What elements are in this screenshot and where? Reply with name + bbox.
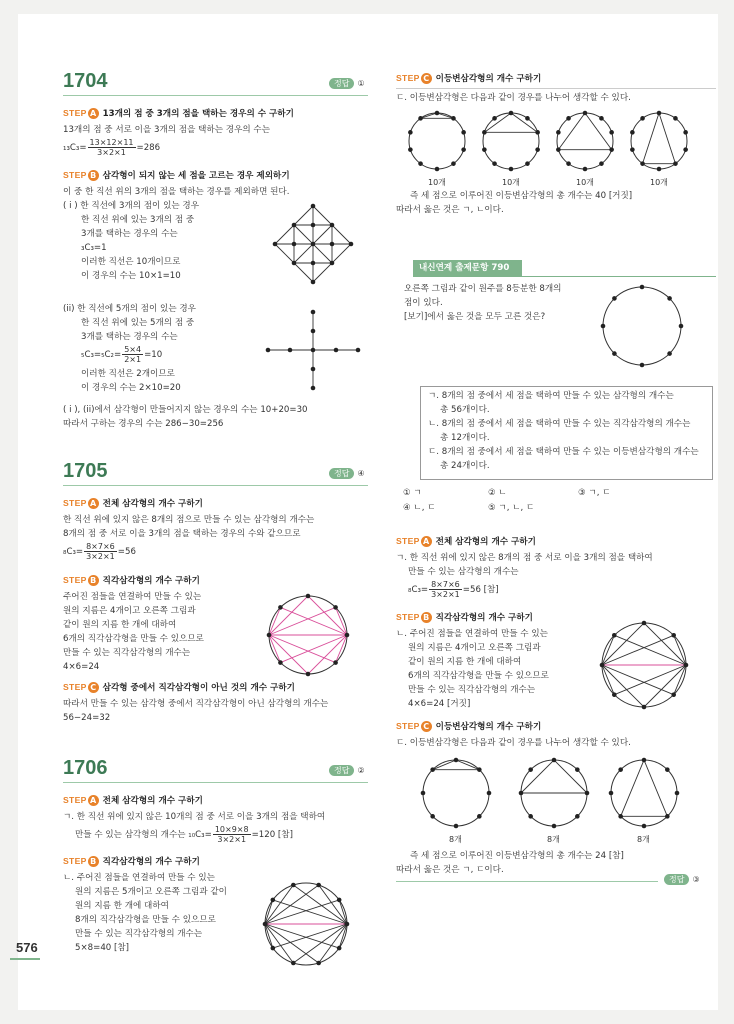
triangle-edge (558, 113, 585, 150)
point (525, 116, 530, 121)
point (535, 130, 540, 135)
text-line: 이 중 한 직선 위의 3개의 점을 택하는 경우를 제외하면 된다. (63, 187, 290, 197)
point (657, 167, 662, 172)
isosceles-case-diagram (420, 757, 492, 829)
triangle-edge (265, 900, 339, 924)
text-line: 8개의 직각삼각형을 만들 수 있으므로 (75, 915, 216, 925)
point (345, 922, 350, 927)
step-b-heading: STEP B 직각삼각형의 개수 구하기 (63, 856, 200, 867)
triangle-edge (265, 924, 319, 963)
text-line: ㄷ. 이등변삼각형은 다음과 같이 경우를 나누어 생각할 수 있다. (396, 93, 631, 103)
triangle-edge (273, 924, 347, 948)
text-line: 6개의 직각삼각형을 만들 수 있으므로 (408, 671, 549, 681)
text-line: 같이 원의 지름 한 개에 대하여 (63, 620, 177, 630)
point (673, 161, 678, 166)
text-line: ( i ) 한 직선에 3개의 점이 있는 경우 (63, 201, 200, 211)
triangle-edge (269, 635, 308, 674)
point (482, 130, 487, 135)
point (583, 167, 588, 172)
text-line: ₃C₃=1 (81, 243, 107, 253)
point (535, 147, 540, 152)
text-line: 4×6=24 [거짓] (408, 699, 471, 709)
triangle-edge (293, 885, 347, 924)
text-line: 이 경우의 수는 10×1=10 (81, 271, 181, 281)
point (566, 116, 571, 121)
point (337, 946, 342, 951)
point (477, 814, 482, 819)
point (263, 922, 268, 927)
point (454, 758, 459, 763)
divider (63, 782, 368, 783)
text-line: 따라서 구하는 경우의 수는 286−30=256 (63, 419, 224, 429)
text-line: 같이 원의 지름 한 개에 대하여 (408, 657, 522, 667)
point (612, 351, 617, 356)
point (612, 692, 617, 697)
divider (396, 881, 658, 882)
point (609, 791, 614, 796)
text-line: 총 56개이다. (440, 405, 490, 415)
step-c-heading: STEP C 이등변삼각형의 개수 구하기 (396, 73, 542, 84)
diagram-caption: 10개 (576, 178, 594, 187)
point (430, 767, 435, 772)
point (675, 791, 680, 796)
point (630, 130, 635, 135)
text-line: 3개를 택하는 경우의 수는 (81, 332, 178, 342)
triangle-edge (644, 760, 667, 816)
triangle-edge (308, 596, 347, 635)
diagram-caption: 10개 (502, 178, 520, 187)
triangle-edge (602, 623, 644, 665)
point (630, 147, 635, 152)
text-line: 5×8=40 [참] (75, 943, 130, 953)
point (618, 767, 623, 772)
point (451, 161, 456, 166)
formula-8c3: ₈C₃= $\frac{8\times 7\times 6}{3\times 2\times 1}$ =56 (63, 542, 136, 561)
choice-5[interactable]: ⑤ ㄱ, ㄴ, ㄷ (488, 503, 535, 513)
triangle-edge (643, 113, 659, 164)
point (642, 621, 647, 626)
divider (63, 95, 368, 96)
diagram-caption: 10개 (428, 178, 446, 187)
triangle-edge (265, 924, 339, 948)
step-a-heading: STEP A 전체 삼각형의 개수 구하기 (63, 795, 203, 806)
point (585, 791, 590, 796)
triangle-edge (293, 924, 347, 963)
text-line: ( i ), (ii)에서 삼각형이 만들어지지 않는 경우의 수는 10+20=30 (63, 405, 308, 415)
point (671, 633, 676, 638)
point (618, 814, 623, 819)
text-line: 원의 지름 한 개에 대하여 (75, 901, 169, 911)
isosceles-case-diagram (518, 757, 590, 829)
triangle-edge (308, 635, 347, 674)
problem-number-1705: 1705 (63, 460, 108, 482)
point (408, 130, 413, 135)
isosceles-case-diagram (480, 110, 542, 172)
point (492, 116, 497, 121)
step-c-heading: STEP C 삼각형 중에서 직각삼각형이 아닌 것의 개수 구하기 (63, 682, 295, 693)
point (599, 161, 604, 166)
point (333, 605, 338, 610)
diagram-caption: 8개 (449, 835, 462, 844)
point (271, 898, 276, 903)
text-line: ㄱ. 8개의 점 중에서 세 점을 택하여 만들 수 있는 삼각형의 개수는 (428, 391, 674, 401)
step-c-heading: STEP C 이등변삼각형의 개수 구하기 (396, 721, 542, 732)
point (306, 672, 311, 677)
divider (396, 88, 716, 89)
circle-outline (483, 113, 539, 169)
point (454, 824, 459, 829)
text-line: ㄴ. 8개의 점 중에서 세 점을 택하여 만들 수 있는 직각삼각형의 개수는 (428, 419, 691, 429)
text-line: 만들 수 있는 직각삼각형의 개수는 (75, 929, 203, 939)
text-line: 점이 있다. (404, 298, 443, 308)
point (528, 814, 533, 819)
point (267, 633, 272, 638)
diagram-caption: 10개 (650, 178, 668, 187)
answer-badge-790: 정답 ③ (664, 874, 700, 885)
text-line: 한 직선 위에 있는 3개의 점 중 (81, 215, 195, 225)
point (600, 663, 605, 668)
triangle-edge (621, 760, 644, 816)
triangle-edge (319, 924, 347, 963)
point (487, 791, 492, 796)
choice-3[interactable]: ③ ㄱ, ㄷ (578, 488, 611, 498)
point (679, 324, 684, 329)
point (552, 824, 557, 829)
point (316, 961, 321, 966)
text-line: 만들 수 있는 삼각형의 개수는 (408, 567, 519, 577)
triangle-edge (269, 596, 308, 635)
choice-2[interactable]: ② ㄴ (488, 488, 507, 498)
text-line: 56−24=32 (63, 713, 111, 723)
point (673, 116, 678, 121)
point (408, 147, 413, 152)
point (477, 767, 482, 772)
step-b-heading: STEP B 직각삼각형의 개수 구하기 (63, 575, 200, 586)
page-number: 576 (16, 940, 38, 955)
triangle-edge (602, 665, 644, 707)
text-line: ㄱ. 한 직선 위에 있지 않은 8개의 점 중 서로 이을 3개의 점을 택하여 (396, 553, 653, 563)
text-line: 만들 수 있는 직각삼각형의 개수는 (63, 648, 191, 658)
point (583, 111, 588, 116)
text-line: 따라서 옳은 것은 ㄱ, ㄴ이다. (396, 205, 504, 215)
point (528, 767, 533, 772)
answer-badge-1705: 정답 ④ (329, 468, 365, 479)
choice-1[interactable]: ① ㄱ (403, 488, 422, 498)
point (556, 130, 561, 135)
point (316, 883, 321, 888)
point (599, 116, 604, 121)
text-line: 원의 지름은 4개이고 오른쪽 그림과 (408, 643, 541, 653)
point (519, 791, 524, 796)
text-line: 8개의 점 중 서로 이을 3개의 점을 택하는 경우의 수와 같으므로 (63, 529, 301, 539)
text-line: ㄴ. 주어진 점들을 연결하여 만들 수 있는 (396, 629, 548, 639)
point (683, 130, 688, 135)
triangle-edge (339, 924, 347, 948)
point (271, 946, 276, 951)
point (418, 161, 423, 166)
formula-13c3: ₁₃C₃= $\frac{13\times 12\times 11}{3\times 2\times 1}$ =286 (63, 138, 161, 157)
triangle-edge (659, 113, 675, 164)
formula-8c3: ₈C₃= $\frac{8\times 7\times 6}{3\times 2\times 1}$ =56 [참] (408, 580, 499, 599)
point (552, 758, 557, 763)
point (609, 147, 614, 152)
point (482, 147, 487, 152)
point (640, 161, 645, 166)
step-b-heading: STEP B 직각삼각형의 개수 구하기 (396, 612, 533, 623)
point (291, 961, 296, 966)
answer-badge-1706: 정답 ② (329, 765, 365, 776)
triangle-edge (456, 760, 479, 770)
point (601, 324, 606, 329)
point (684, 663, 689, 668)
triangle-edge (585, 113, 612, 150)
page (18, 14, 718, 1010)
point (418, 116, 423, 121)
point (640, 363, 645, 368)
isosceles-case-diagram (554, 110, 616, 172)
divider (413, 276, 716, 277)
point (291, 883, 296, 888)
text-line: 총 24개이다. (440, 461, 490, 471)
point (665, 814, 670, 819)
text-line: [보기]에서 옳은 것을 모두 고른 것은? (404, 312, 546, 322)
circle-outline (409, 113, 465, 169)
triangle-edge (265, 924, 293, 963)
text-line: 주어진 점들을 연결하여 만들 수 있는 (63, 592, 202, 602)
text-line: 3개를 택하는 경우의 수는 (81, 229, 178, 239)
text-line: 13개의 점 중 서로 이을 3개의 점을 택하는 경우의 수는 (63, 125, 271, 135)
octagon-diameter-diagram (266, 593, 350, 677)
circle-outline (557, 113, 613, 169)
point (435, 111, 440, 116)
triangle-edge (265, 885, 293, 924)
text-line: (ii) 한 직선에 5개의 점이 있는 경우 (63, 304, 196, 314)
text-line: 이러한 직선은 2개이므로 (81, 369, 175, 379)
point (665, 767, 670, 772)
text-line: 한 직선 위에 있는 5개의 점 중 (81, 318, 195, 328)
text-line: ㄴ. 주어진 점들을 연결하여 만들 수 있는 (63, 873, 215, 883)
point (556, 147, 561, 152)
point (278, 660, 283, 665)
problem-number-1706: 1706 (63, 757, 108, 779)
point (525, 161, 530, 166)
triangle-edge (339, 900, 347, 924)
point (612, 633, 617, 638)
text-line: 한 직선 위에 있지 않은 8개의 점으로 만들 수 있는 삼각형의 개수는 (63, 515, 315, 525)
point (337, 898, 342, 903)
problem-number-1704: 1704 (63, 70, 108, 92)
isosceles-case-diagram (406, 110, 468, 172)
triangle-edge (433, 760, 456, 770)
circle-outline (631, 113, 687, 169)
text-line: ㄷ. 이등변삼각형은 다음과 같이 경우를 나누어 생각할 수 있다. (396, 738, 631, 748)
point (642, 705, 647, 710)
point (575, 767, 580, 772)
point (333, 660, 338, 665)
point (667, 351, 672, 356)
formula-10c3: 만들 수 있는 삼각형의 개수는 ₁₀C₃= $\frac{10\times 9\times 8}{3\times 2\times 1}$ =120 [참] (75, 825, 293, 844)
point (509, 111, 514, 116)
octagon-points-diagram (600, 284, 684, 368)
point (461, 130, 466, 135)
text-line: 즉 세 점으로 이루어진 이등변삼각형의 총 개수는 24 [참] (410, 851, 624, 861)
triangle-edge (265, 924, 273, 948)
text-line: 따라서 만들 수 있는 삼각형 중에서 직각삼각형이 아닌 삼각형의 개수는 (63, 699, 329, 709)
point (461, 147, 466, 152)
point (306, 594, 311, 599)
text-line: 총 12개이다. (440, 433, 490, 443)
octagon-diameter-diagram (599, 620, 689, 710)
text-line: 이 경우의 수는 2×10=20 (81, 383, 181, 393)
cross-lines-diagram (266, 310, 360, 390)
text-line: ㄷ. 8개의 점 중에서 세 점을 택하여 만들 수 있는 이등변삼각형의 개수는 (428, 447, 699, 457)
decagon-diameter-diagram (262, 880, 350, 968)
point (421, 791, 426, 796)
point (683, 147, 688, 152)
text-line: ㄱ. 한 직선 위에 있지 않은 10개의 점 중 서로 이을 3개의 점을 택하여 (63, 812, 326, 822)
divider (63, 485, 368, 486)
isosceles-case-diagram (628, 110, 690, 172)
point (430, 814, 435, 819)
triangle-edge (319, 885, 347, 924)
point (667, 296, 672, 301)
triangle-edge (644, 623, 686, 665)
text-line: 즉 세 점으로 이루어진 이등변삼각형의 총 개수는 40 [거짓] (410, 191, 633, 201)
point (575, 814, 580, 819)
point (451, 116, 456, 121)
text-line: 오른쪽 그림과 같이 원주를 8등분한 8개의 (404, 284, 562, 294)
diagram-caption: 8개 (637, 835, 650, 844)
point (492, 161, 497, 166)
text-line: 이러한 직선은 10개이므로 (81, 257, 181, 267)
point (566, 161, 571, 166)
point (657, 111, 662, 116)
triangle-edge (644, 665, 686, 707)
point (642, 758, 647, 763)
triangle-edge (265, 885, 319, 924)
text-line: 원의 지름은 4개이고 오른쪽 그림과 (63, 606, 196, 616)
point (640, 116, 645, 121)
triangle-edge (265, 900, 273, 924)
diagram-caption: 8개 (547, 835, 560, 844)
point (609, 130, 614, 135)
triangle-edge (273, 900, 347, 924)
point (640, 285, 645, 290)
step-a-heading: STEP A 13개의 점 중 3개의 점을 택하는 경우의 수 구하기 (63, 108, 294, 119)
point (345, 633, 350, 638)
step-a-heading: STEP A 전체 삼각형의 개수 구하기 (396, 536, 536, 547)
step-a-heading: STEP A 전체 삼각형의 개수 구하기 (63, 498, 203, 509)
point (642, 824, 647, 829)
reference-tab: 내신연계 출제문항 790 (413, 260, 522, 277)
text-line: 만들 수 있는 직각삼각형의 개수는 (408, 685, 536, 695)
formula-5c3: ₅C₃=₅C₂= $\frac{5\times 4}{2\times 1}$ =10 (81, 345, 163, 364)
diamond-grid-diagram (273, 204, 353, 284)
isosceles-case-diagram (608, 757, 680, 829)
text-line: 6개의 직각삼각형을 만들 수 있으므로 (63, 634, 204, 644)
point (435, 167, 440, 172)
point (278, 605, 283, 610)
text-line: 따라서 옳은 것은 ㄱ, ㄷ이다. (396, 865, 504, 875)
text-line: 원의 지름은 5개이고 오른쪽 그림과 같이 (75, 887, 227, 897)
point (612, 296, 617, 301)
choice-4[interactable]: ④ ㄴ, ㄷ (403, 503, 436, 513)
point (509, 167, 514, 172)
answer-badge-1704: 정답 ① (329, 78, 365, 89)
text-line: 4×6=24 (63, 662, 100, 672)
point (671, 692, 676, 697)
step-b-heading: STEP B 삼각형이 되지 않는 세 점을 고르는 경우 제외하기 (63, 170, 290, 181)
page-number-bar (10, 958, 40, 960)
